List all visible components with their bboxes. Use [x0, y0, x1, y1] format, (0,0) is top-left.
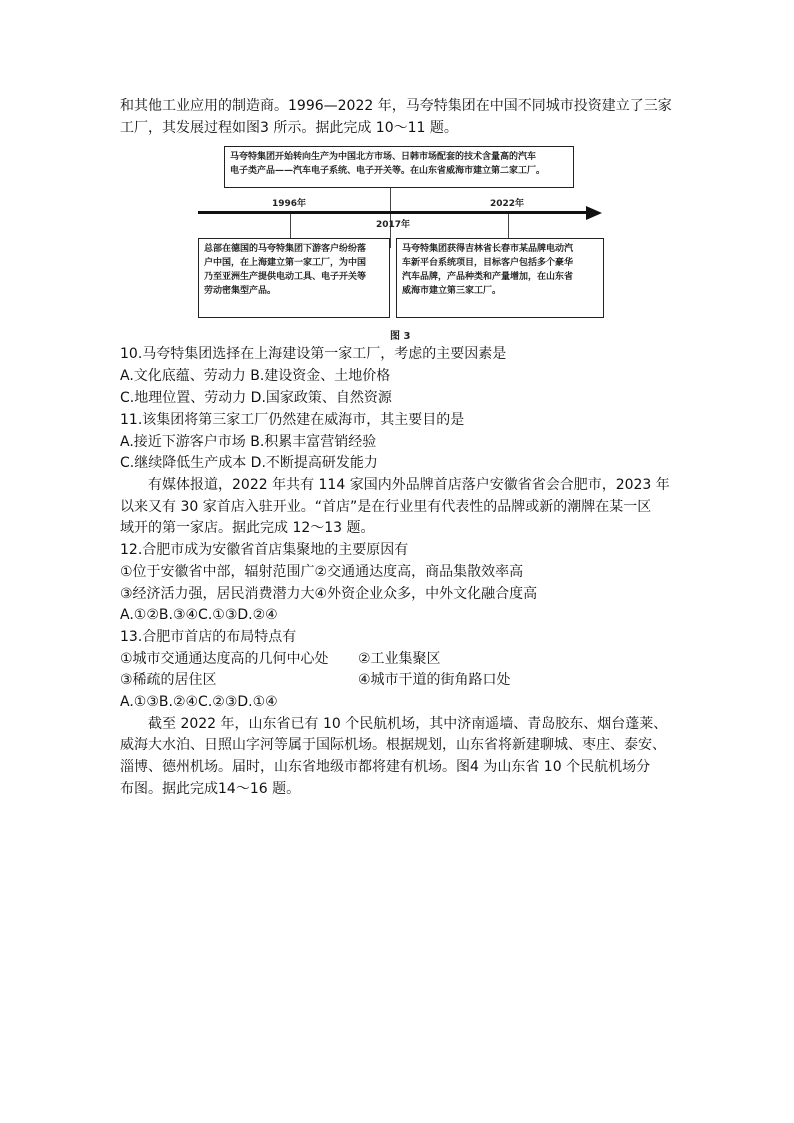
q12-items-1-2: ①位于安徽省中部，辐射范围广②交通通达度高，商品集散效率高 [120, 564, 524, 580]
tick-1996 [290, 214, 291, 238]
box-2022-line-1: 马夸特集团获得吉林省长春市某品牌电动汽 [402, 244, 574, 254]
figure-3-caption: 图 3 [390, 331, 411, 342]
q10-stem: 10.马夸特集团选择在上海建设第一家工厂，考虑的主要因素是 [120, 346, 507, 362]
passage2-line-1: 有媒体报道，2022 年共有 114 家国内外品牌首店落户安徽省省会合肥市，2023 年 [148, 477, 670, 493]
q13-item-3: ③稀疏的居住区 [120, 672, 217, 688]
intro-line-1: 和其他工业应用的制造商。1996—2022 年，马夸特集团在中国不同城市投资建立了三家 [120, 98, 672, 114]
q13-options: A.①③B.②④C.②③D.①④ [120, 694, 278, 710]
intro-line-2: 工厂，其发展过程如图3 所示。据此完成 10～11 题。 [120, 120, 458, 136]
box-1996-line-4: 劳动密集型产品。 [204, 286, 277, 296]
box-2017-line-2: 电子类产品——汽车电子系统、电子开关等。在山东省威海市建立第二家工厂。 [230, 166, 546, 176]
figure-3-timeline [190, 140, 610, 340]
q12-items-3-4: ③经济活力强，居民消费潜力大④外资企业众多，中外文化融合度高 [120, 586, 538, 602]
q12-stem: 12.合肥市成为安徽省首店集聚地的主要原因有 [120, 542, 409, 558]
year-1996-label: 1996年 [272, 199, 307, 209]
q11-stem: 11.该集团将第三家工厂仍然建在威海市，其主要目的是 [120, 412, 465, 428]
year-2022-label: 2022年 [490, 199, 525, 209]
box-2022-line-3: 汽车品牌，产品种类和产量增加，在山东省 [402, 272, 574, 282]
tick-2022 [508, 214, 509, 238]
passage3-line-4: 布图。据此完成14～16 题。 [120, 781, 301, 797]
timeline-arrow-icon [586, 206, 602, 220]
box-2022-line-4: 威海市建立第三家工厂。 [402, 286, 502, 296]
passage3-line-3: 淄博、德州机场。届时，山东省地级市都将建有机场。图4 为山东省 10 个民航机场分 [120, 759, 651, 775]
q13-stem: 13.合肥市首店的布局特点有 [120, 629, 297, 645]
q10-options-ab: A.文化底蕴、劳动力 B.建设资金、土地价格 [120, 368, 391, 384]
box-2022-line-2: 车新平台系统项目，目标客户包括多个豪华 [402, 258, 574, 268]
passage3-line-2: 威海大水泊、日照山字河等属于国际机场。根据规划，山东省将新建聊城、枣庄、泰安、 [120, 737, 666, 753]
passage2-line-2: 以来又有 30 家首店入驻开业。“首店”是在行业里有代表性的品牌或新的潮牌在某一区 [120, 499, 652, 515]
box-2017-line-1: 马夸特集团开始转向生产为中国北方市场、日韩市场配套的技术含量高的汽车 [230, 152, 537, 162]
year-2017-label: 2017年 [376, 220, 411, 230]
box-1996-line-3: 乃至亚洲生产提供电动工具、电子开关等 [204, 272, 367, 282]
q13-item-2: ②工业集聚区 [358, 651, 441, 667]
q10-options-cd: C.地理位置、劳动力 D.国家政策、自然资源 [120, 390, 392, 406]
box-1996-line-1: 总部在德国的马夸特集团下游客户纷纷落 [204, 244, 367, 254]
timeline-axis [198, 211, 590, 214]
timeline-box-2017 [224, 146, 574, 188]
timeline-box-1996 [198, 238, 390, 318]
passage3-line-1: 截至 2022 年，山东省已有 10 个民航机场，其中济南遥墙、青岛胶东、烟台蓬莱、 [148, 716, 668, 732]
timeline-box-2022 [396, 238, 604, 318]
q11-options-ab: A.接近下游客户市场 B.积累丰富营销经验 [120, 434, 377, 450]
q13-item-1: ①城市交通通达度高的几何中心处 [120, 651, 329, 667]
box-1996-line-2: 户中国，在上海建立第一家工厂，为中国 [204, 258, 367, 268]
q12-options: A.①②B.③④C.①③D.②④ [120, 607, 278, 623]
passage2-line-3: 域开的第一家店。据此完成 12～13 题。 [120, 520, 375, 536]
q13-item-4: ④城市干道的街角路口处 [358, 672, 511, 688]
q11-options-cd: C.继续降低生产成本 D.不断提高研发能力 [120, 455, 378, 471]
